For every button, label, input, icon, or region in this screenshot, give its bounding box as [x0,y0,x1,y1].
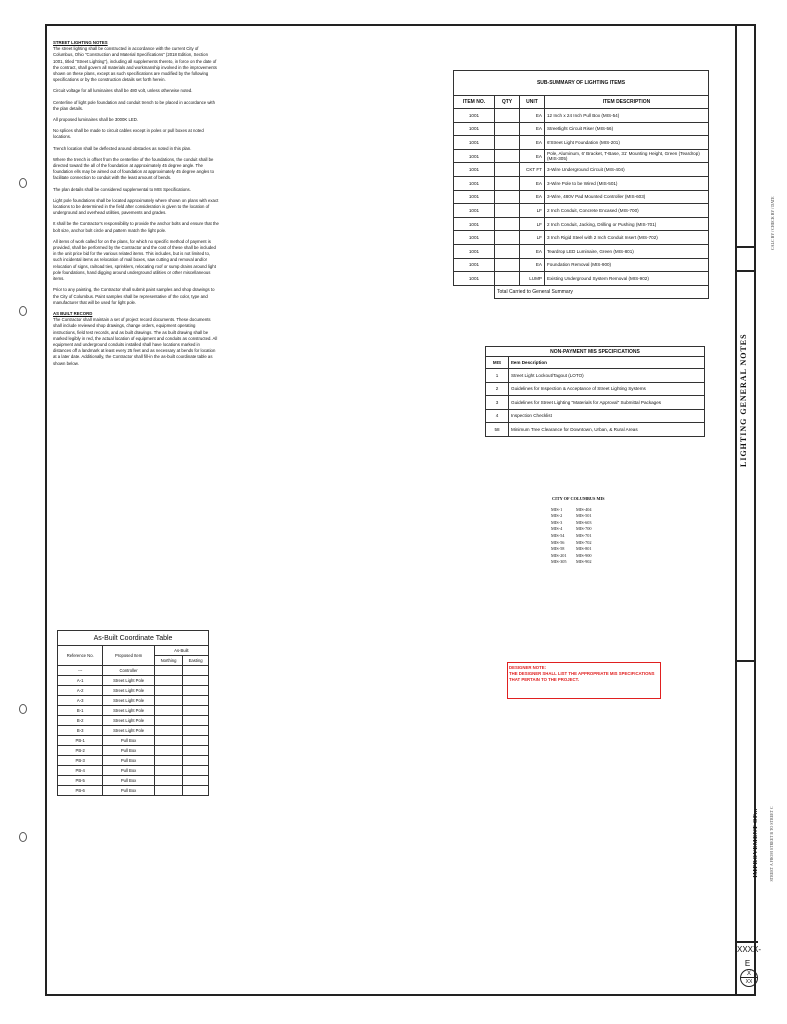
note-paragraph: All proposed luminaires shall be 3000K LED. [53,117,139,123]
reference-no-cell: PB-3 [58,756,103,766]
northing-cell [154,706,182,716]
sheet-code: XXXX-E [737,941,758,957]
item-description-cell: 2 Inch Conduit, Jacking, Drilling or Pushing (MIS-701) [545,217,709,231]
table-row [58,706,209,716]
mis-code: MIS-900 [576,552,592,558]
northing-cell [154,776,182,786]
title-block-line [737,270,756,272]
northing-cell [154,786,182,796]
proposed-item-cell: Street Light Pole [103,686,154,696]
table-row [454,122,709,136]
northing-cell [154,756,182,766]
proposed-item-cell: Street Light Pole [103,706,154,716]
proposed-item-cell: Street Light Pole [103,716,154,726]
table-row [454,176,709,190]
punch-hole [19,178,27,188]
mis-description-cell: Minimum Tree Clearance for Downtown, Urban, & Rural Areas [509,423,705,437]
northing-cell [154,766,182,776]
item-description-cell: 3-Wire Underground Circuit (MIS-404) [545,163,709,177]
street-lighting-notes [53,40,219,372]
mis-code: MIS-2 [551,513,563,519]
nonpayment-header-description: Item Description [509,357,705,369]
reference-no-cell: B-1 [58,706,103,716]
sheet-number-circle [740,969,758,987]
reference-no-cell: A-2 [58,686,103,696]
table-row [58,726,209,736]
table-row [454,272,709,286]
note-paragraph: Where the trench is offset from the centerline of the foundations, the conduit shall be directed toward the all of the foundation at approximately 45 degree angle. The foundation ells may be aimed out of foundation at approximately 45 degree angles to facilitate connection to conduit with the least amount of bends. [53,156,215,181]
easting-cell [183,756,209,766]
northing-cell [154,676,182,686]
reference-no-cell: A-3 [58,696,103,706]
reference-no-cell: B-2 [58,716,103,726]
table-row [58,676,209,686]
unit-cell: EA [520,122,545,136]
project-street-limits: STREET A FROM STREET B TO STREET C [769,806,774,882]
note-paragraph: The street lighting shall be constructed in accordance with the current City of Columbus, Ohio "Construction and Material Specifications" (2018 Edition, Section 1001, titled "Street Lighting"), including all supplements thereto, in force on the date of the contract, shall govern all materials and workmanship involved in the improvements shown on these plans, except as such specifications are modified by the following specifications or by the construction details set forth herein. [53,46,217,83]
unit-cell: EA [520,244,545,258]
proposed-item-cell: Street Light Pole [103,676,154,686]
table-row [58,686,209,696]
item-no-cell: 1001 [454,244,495,258]
mis-description-cell: Inspection Checklist [509,409,705,423]
table-row [58,736,209,746]
northing-cell [154,666,182,676]
table-row [454,204,709,218]
asbuilt-coordinate-table [57,630,209,796]
easting-cell [183,676,209,686]
easting-cell [183,736,209,746]
table-row [58,756,209,766]
mis-description-cell: Guidelines for Inspection & Acceptance of Street Lighting Systems [509,382,705,396]
qty-cell [495,231,520,245]
mis-code: MIS-4 [551,526,563,532]
mis-code: MIS-54 [551,532,565,538]
item-no-cell: 1001 [454,231,495,245]
note-paragraph: The plan details shall be considered supplemental to MIS Specifications. [53,186,191,192]
mis-number-cell: 2 [486,382,509,396]
qty-cell [495,136,520,150]
list-item [551,553,605,560]
mis-code: MIS-603 [576,519,592,525]
item-no-cell: 1001 [454,163,495,177]
subsummary-title: SUB-SUMMARY OF LIGHTING ITEMS [454,71,709,96]
note-paragraph: All items of work called for on the plans, for which no specific method of payment is provided, shall be performed by the Contractor and the cost of these shall be included in the unit price bid for the various related items. This includes, but is not limited to, such incidental items as relocation of mail boxes, saw cutting and removal and/or relocation of signs, railroad ties, sprinklers, relocating roof or sump drains around light pole foundations, hand digging around underground utilities or other miscellaneous items. [53,238,216,282]
city-of-columbus-mis-list [551,496,605,566]
item-description-cell: Pole, Aluminum, 6' Bracket, T-Base, 31' Mounting Height, Green (Teardrop) (MIS-305) [545,149,709,163]
item-no-cell: 1001 [454,258,495,272]
note-paragraph: Light pole foundations shall be located approximately where shown on plans with exact locations to be determined in the field after consideration is given to the location of underground and overhead utilities, pavements and grades. [53,197,219,216]
note-paragraph: Centerline of light pole foundation and conduit trench to be placed in accordance with the plan details. [53,99,215,111]
reference-no-cell: B-3 [58,726,103,736]
easting-cell [183,686,209,696]
item-description-cell: Foundation Removal (MIS-900) [545,258,709,272]
mis-code: MIS-702 [576,539,592,545]
project-title: IMPROVEMENT OF... [753,808,759,878]
nonpayment-header-mis: MIS [486,357,509,369]
mis-number-cell: 58 [486,423,509,437]
qty-cell [495,163,520,177]
northing-cell [154,726,182,736]
mis-code: MIS-1 [551,506,563,512]
easting-cell [183,726,209,736]
northing-cell [154,736,182,746]
subsummary-header-qty: QTY [495,96,520,109]
reference-no-cell: PB-1 [58,736,103,746]
easting-cell [183,776,209,786]
table-row [58,766,209,776]
table-row [454,244,709,258]
designer-note-title: DESIGNER NOTE: [509,665,547,670]
designer-note-box [507,662,661,699]
table-row [454,163,709,177]
title-block-divider [735,26,737,994]
title-block-small-text: CALC BY / CHECK BY / DATE [770,196,775,250]
reference-no-cell: PB-5 [58,776,103,786]
reference-no-cell: PB-6 [58,786,103,796]
table-row [454,217,709,231]
item-no-cell: 1001 [454,272,495,286]
item-no-cell: 1001 [454,136,495,150]
northing-cell [154,686,182,696]
easting-cell [183,706,209,716]
table-row [454,149,709,163]
item-description-cell: 3-Wire Pole to be Wired (MIS-501) [545,176,709,190]
northing-cell [154,696,182,706]
easting-cell [183,786,209,796]
note-paragraph: It shall be the Contractor's responsibility to provide the anchor bolts and ensure that the bolt size, anchor bolt circle and pattern match the light pole. [53,221,219,233]
proposed-item-cell: Street Light Pole [103,726,154,736]
note-paragraph: Trench location shall be deflected around obstacles as noted in this plan. [53,145,192,151]
item-description-cell: Teardrop LED Luminaire, Green (MIS-801) [545,244,709,258]
table-row [58,746,209,756]
drawing-sheet [45,24,775,996]
punch-hole [19,832,27,842]
table-row [58,716,209,726]
proposed-item-cell: Pull Box [103,776,154,786]
reference-no-cell: PB-4 [58,766,103,776]
item-description-cell: Existing Underground System Removal (MIS-902) [545,272,709,286]
subsummary-lighting-table [453,70,709,299]
subsummary-total: Total Carried to General Summary [495,285,709,299]
qty-cell [495,258,520,272]
proposed-item-cell: Pull Box [103,756,154,766]
mis-number-cell: 1 [486,369,509,383]
unit-cell: LF [520,231,545,245]
designer-note-text: THE DESIGNER SHALL LIST THE APPROPRIATE MIS SPECIFICATIONS THAT PERTAIN TO THE PROJECT. [509,671,655,682]
table-row [454,109,709,123]
sheet-title: LIGHTING GENERAL NOTES [739,333,748,467]
unit-cell: LUMP [520,272,545,286]
qty-cell [495,244,520,258]
qty-cell [495,217,520,231]
list-item [551,507,605,514]
northing-cell [154,716,182,726]
proposed-item-cell: Pull Box [103,736,154,746]
item-no-cell: 1001 [454,122,495,136]
mis-code: MIS-56 [551,539,565,545]
item-description-cell: 3 Inch Rigid Steel with 2 Inch Conduit Insert (MIS-702) [545,231,709,245]
qty-cell [495,122,520,136]
unit-cell: EA [520,190,545,204]
qty-cell [495,109,520,123]
mis-number-cell: 3 [486,396,509,410]
qty-cell [495,176,520,190]
subsummary-header-description: ITEM DESCRIPTION [545,96,709,109]
qty-cell [495,272,520,286]
asbuilt-header-easting: Easting [183,656,209,666]
reference-no-cell: PB-2 [58,746,103,756]
asbuilt-record-title: AS BUILT RECORD [53,310,93,316]
mis-code: MIS-404 [576,506,592,512]
sheet-number-bottom: XX [745,979,753,985]
item-description-cell: 3-Wire, 480V Pad Mounted Controller (MIS-603) [545,190,709,204]
mis-code: MIS-201 [551,552,567,558]
nonpayment-mis-table [485,346,705,437]
table-row [486,423,705,437]
list-item [551,520,605,527]
title-block-line [737,660,756,662]
asbuilt-table-title: As-Built Coordinate Table [58,631,209,646]
northing-cell [154,746,182,756]
table-row [486,382,705,396]
table-row [486,396,705,410]
easting-cell [183,696,209,706]
mis-code: MIS-700 [576,526,592,532]
note-paragraph: No splices shall be made to circuit cables except in poles or pull boxes at noted locations. [53,128,204,140]
unit-cell: LF [520,204,545,218]
subsummary-header-unit: UNIT [520,96,545,109]
item-no-cell: 1001 [454,109,495,123]
unit-cell: EA [520,149,545,163]
notes-title: STREET LIGHTING NOTES [53,40,108,45]
note-paragraph: Circuit voltage for all luminaires shall be 480 volt, unless otherwise noted. [53,88,193,94]
easting-cell [183,666,209,676]
easting-cell [183,766,209,776]
asbuilt-header-ref: Reference No. [58,646,103,666]
mis-code: MIS-902 [576,559,592,565]
nonpayment-title: NON-PAYMENT MIS SPECIFICATIONS [486,347,705,357]
reference-no-cell: A-1 [58,676,103,686]
asbuilt-record-paragraph: The Contractor shall maintain a set of project record documents. These documents shall include reviewed shop drawings, change orders, equipment operating instructions, field test records, and as built drawings. The as built drawing shall be marked legibly in red, the actual location of equipment and conduits as constructed. All equipment and underground conduits installed shall have locations marked in distances off a landmark at least every 25 feet and as necessary at bends for location at a later date. Additionally, the Contractor shall fill-in the as-built coordinate table as shown below. [53,317,218,366]
qty-cell [495,149,520,163]
proposed-item-cell: Street Light Pole [103,696,154,706]
item-no-cell: 1001 [454,176,495,190]
item-description-cell: 12 Inch x 24 Inch Pull Box (MIS-54) [545,109,709,123]
table-row [58,786,209,796]
proposed-item-cell: Controller [103,666,154,676]
proposed-item-cell: Pull Box [103,786,154,796]
table-row [454,136,709,150]
list-item [551,540,605,547]
list-item [551,559,605,566]
subsummary-header-itemno: ITEM NO. [454,96,495,109]
qty-cell [495,204,520,218]
unit-cell: EA [520,176,545,190]
punch-hole [19,704,27,714]
asbuilt-header-item: Proposed Item [103,646,154,666]
asbuilt-header-group: As-Built [154,646,208,656]
item-no-cell: 1001 [454,190,495,204]
mis-number-cell: 4 [486,409,509,423]
mis-description-cell: Guidelines for Street Lighting "Materials for Approval" Submittal Packages [509,396,705,410]
item-description-cell: Streetlight Circuit Riser (MIS-56) [545,122,709,136]
item-no-cell: 1001 [454,149,495,163]
mis-code: MIS-305 [551,559,567,565]
mis-code: MIS-3 [551,519,563,525]
easting-cell [183,716,209,726]
table-row [454,190,709,204]
unit-cell: EA [520,136,545,150]
table-row [58,776,209,786]
mis-code: MIS-58 [551,546,565,552]
item-description-cell: 6'Street Light Foundation (MIS-201) [545,136,709,150]
table-row [454,258,709,272]
table-row [454,231,709,245]
note-paragraph: Prior to any painting, the Contractor shall submit paint samples and shop drawings to the City of Columbus. Paint samples shall be representative of the color, type and manufacturer that will be used for light pole. [53,287,215,305]
unit-cell: LF [520,217,545,231]
columbus-mis-title: CITY OF COLUMBUS MIS [552,496,605,501]
mis-code: MIS-801 [576,546,592,552]
list-item [551,546,605,553]
unit-cell: EA [520,258,545,272]
reference-no-cell: --- [58,666,103,676]
item-no-cell: 1001 [454,204,495,218]
mis-description-cell: Street Light Lockout/Tagout (LOTO) [509,369,705,383]
table-row [486,409,705,423]
punch-hole [19,306,27,316]
sheet-number-top: X [741,970,757,978]
list-item [551,533,605,540]
unit-cell: CKT FT [520,163,545,177]
mis-code: MIS-701 [576,532,592,538]
item-no-cell: 1001 [454,217,495,231]
easting-cell [183,746,209,756]
list-item [551,513,605,520]
title-block-line [737,246,756,248]
asbuilt-header-northing: Northing [154,656,182,666]
unit-cell: EA [520,109,545,123]
table-row [58,666,209,676]
proposed-item-cell: Pull Box [103,766,154,776]
mis-code: MIS-501 [576,513,592,519]
item-description-cell: 2 Inch Conduit, Concrete Encased (MIS-700) [545,204,709,218]
proposed-item-cell: Pull Box [103,746,154,756]
table-row [486,369,705,383]
table-row [58,696,209,706]
qty-cell [495,190,520,204]
notes-paragraphs [53,46,219,306]
list-item [551,526,605,533]
